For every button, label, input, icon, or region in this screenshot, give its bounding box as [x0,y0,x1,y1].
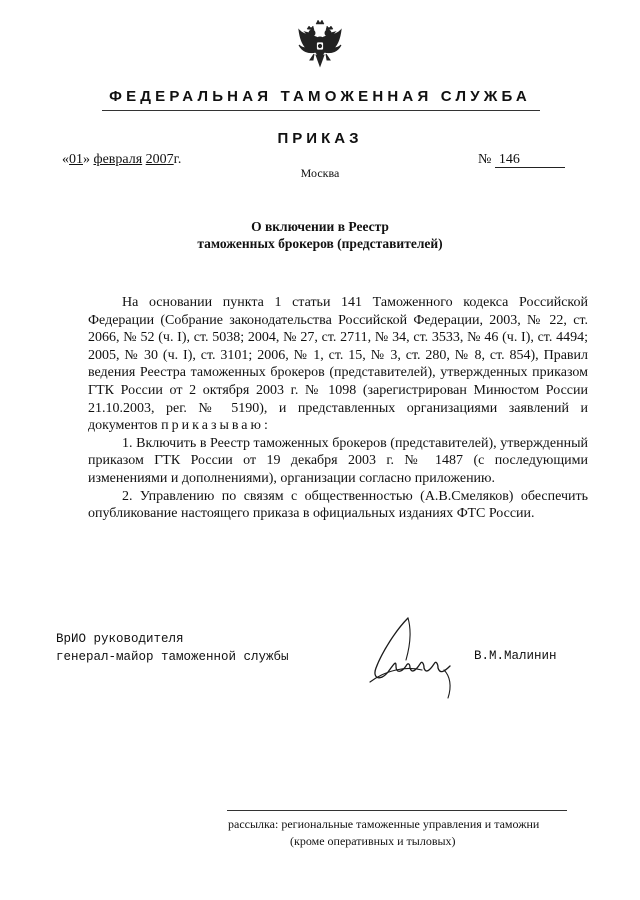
title-line-2: таможенных брокеров (представителей) [197,236,443,251]
header-divider [102,110,540,111]
item-1: 1. Включить в Реестр таможенных брокеров (представителей), утвержденный приказом ГТК России от 19 декабря 2003 г. № 1487 (с последующими изменениями и дополнениями), организации согласно приложению. [88,435,588,486]
order-word: приказываю: [161,418,271,434]
position-line-1: ВрИО руководителя [56,632,184,646]
signatory-name: В.М.Малинин [474,649,557,663]
distribution-line-1: рассылка: региональные таможенные управления и таможни [228,817,540,831]
preamble-paragraph [88,294,588,435]
title-line-1: О включении в Реестр [251,219,389,234]
date-close-quote: » [83,152,90,167]
date-month: февраля [93,152,143,167]
city: Москва [300,166,340,180]
date-year-digit: 7 [166,152,174,167]
handwritten-signature-icon [366,612,462,704]
distribution-divider [227,810,567,811]
item-2: 2. Управлению по связям с общественностью (А.В.Смеляков) обеспечить опубликование настоящего приказа в официальных изданиях ФТС России. [88,488,588,522]
number-value: 146 [495,153,565,168]
agency-name: ФЕДЕРАЛЬНАЯ ТАМОЖЕННАЯ СЛУЖБА [109,88,531,105]
document-body [88,294,588,523]
document-type: ПРИКАЗ [277,130,363,147]
distribution-line-2: (кроме оперативных и тыловых) [290,834,456,848]
date-open-quote: « [62,152,69,167]
date-day: 01 [69,152,83,167]
double-headed-eagle-emblem-icon [296,18,344,70]
distribution-list [228,816,608,850]
date-year-prefix: 200 [145,152,167,167]
document-title [0,218,640,252]
number-sign: № [478,152,492,167]
signatory-position [56,630,289,666]
position-line-2: генерал-майор таможенной службы [56,650,289,664]
preamble-text: На основании пункта 1 статьи 141 Таможенного кодекса Российской Федерации (Собрание законодательства Российской Федерации, 2003, № 22, ст. 2066, № 52 (ч. I), ст. 5038; 2004, № 27, ст. 2711, № 34, ст. 3533, № 46 (ч. I), ст. 4494; 2005, № 30 (ч. I), ст. 3101; 2006, № 1, ст. 15, № 3, ст. 280, № 8, ст. 854), Правил ведения Реестра таможенных брокеров (представителей), утвержденных приказом ГТК России от 2 октября 2003 г. № 1098 (зарегистрирован Минюстом России 21.10.2003, рег. № 5190), и представленных организациями заявлений и документов [88,295,588,434]
date-year-suffix: г. [173,152,182,167]
